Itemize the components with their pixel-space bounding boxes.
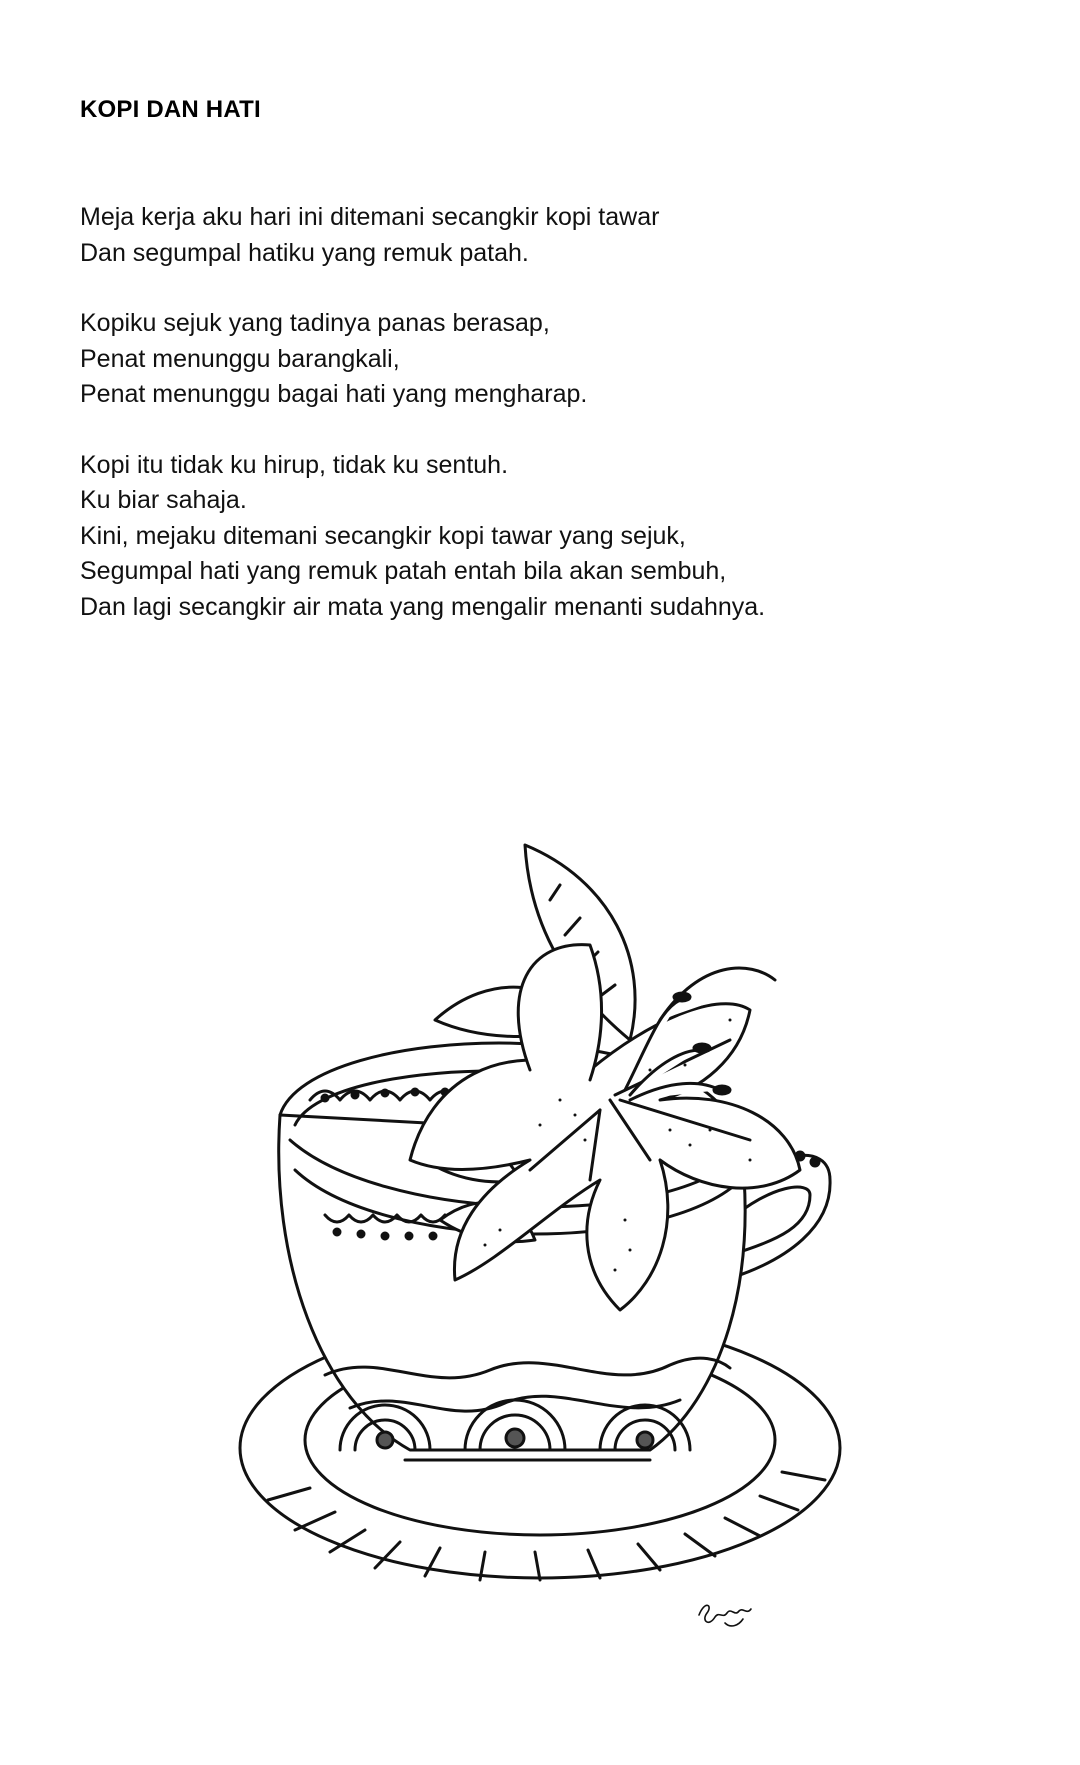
poem-line: Penat menunggu bagai hati yang mengharap. [80, 380, 588, 408]
poem-body [80, 200, 1040, 660]
poem-title: KOPI DAN HATI [80, 96, 261, 123]
poem-line: Dan lagi secangkir air mata yang mengalir menanti sudahnya. [80, 592, 766, 621]
poem-line: Kopi itu tidak ku hirup, tidak ku sentuh. [80, 450, 509, 479]
stanza-1 [80, 200, 1040, 271]
poem-line: Dan segumpal hatiku yang remuk patah. [80, 238, 529, 267]
poem-line: Segumpal hati yang remuk patah entah bila akan sembuh, [80, 557, 727, 585]
poem-line: Kopiku sejuk yang tadinya panas berasap, [80, 309, 550, 337]
poem-line: Penat menunggu barangkali, [80, 344, 400, 373]
poem-line: Kini, mejaku ditemani secangkir kopi tawar yang sejuk, [80, 521, 686, 550]
poem-line: Ku biar sahaja. [80, 486, 247, 514]
teacup-lily-drawing-icon [230, 840, 970, 1640]
poem-line: Meja kerja aku hari ini ditemani secangkir kopi tawar [80, 203, 660, 231]
artist-signature [695, 1595, 755, 1635]
stanza-2 [80, 306, 1040, 413]
stanza-3 [80, 448, 1040, 626]
